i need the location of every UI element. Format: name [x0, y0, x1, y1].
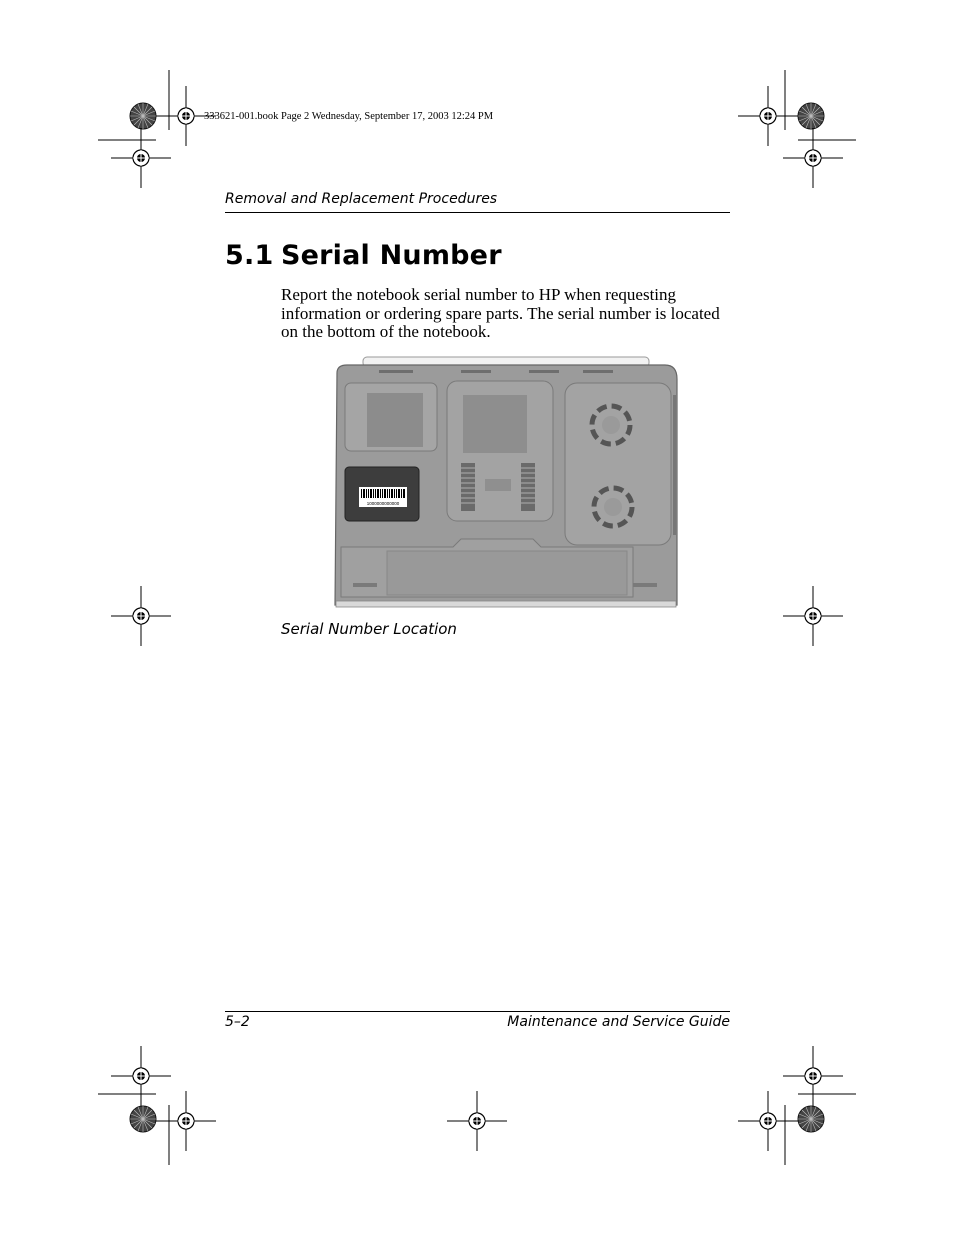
page-number: 5–2: [225, 1014, 250, 1030]
section-heading: [225, 240, 502, 271]
notebook-bottom-illustration: [333, 355, 679, 609]
section-title: Serial Number: [281, 240, 502, 271]
figure-caption: Serial Number Location: [281, 620, 457, 638]
footer-title: Maintenance and Service Guide: [507, 1014, 730, 1030]
barcode-number: 1000000000000: [366, 501, 400, 506]
running-head: Removal and Replacement Procedures: [225, 191, 498, 207]
section-number: 5.1: [225, 240, 274, 271]
header-rule: [225, 212, 730, 213]
print-slug: 333621-001.book Page 2 Wednesday, September 17, 2003 12:24 PM: [204, 111, 494, 122]
body-paragraph: Report the notebook serial number to HP when requesting information or ordering spare parts. The serial number is located on the bottom of the notebook.: [281, 285, 720, 341]
footer-rule: [225, 1011, 730, 1012]
